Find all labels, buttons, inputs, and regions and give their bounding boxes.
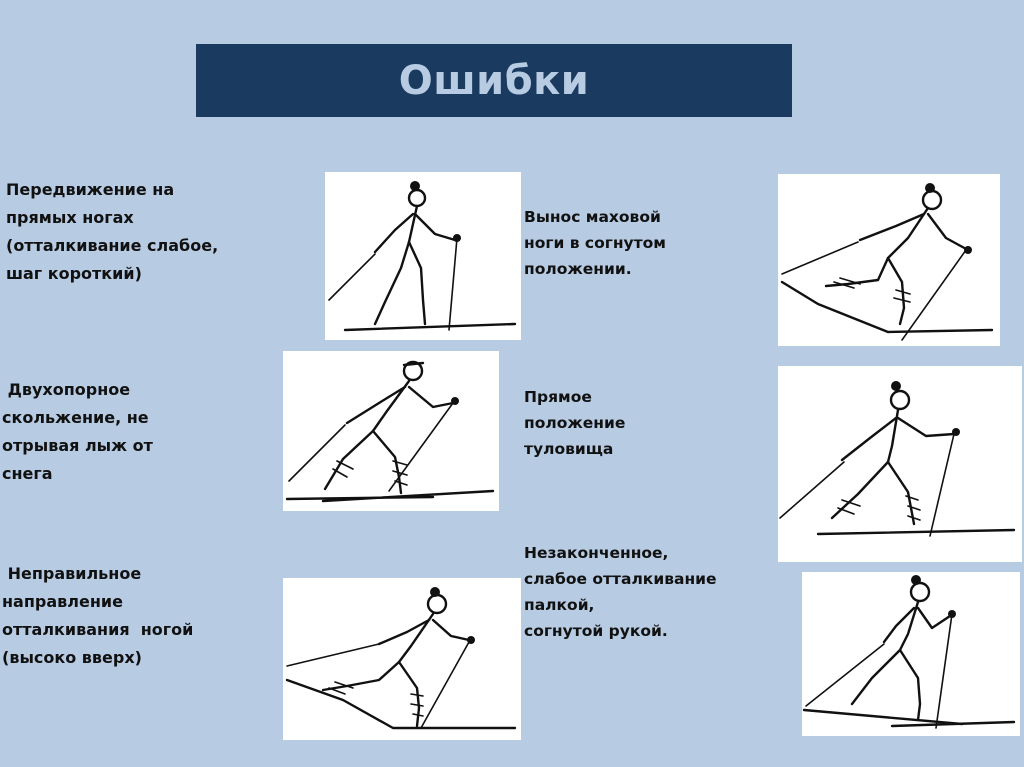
- error-caption-swing-leg: Вынос маховой ноги в согнутом положении.: [524, 208, 666, 278]
- title-banner: [196, 44, 792, 117]
- skier-straight-legs-icon: [325, 172, 521, 340]
- error-caption-push-direction: Неправильное направление отталкивания ногой (высоко вверх): [2, 564, 194, 667]
- skier-weak-pole-push-icon: [802, 572, 1020, 736]
- error-caption-upright-torso: Прямое положение туловища: [524, 388, 626, 458]
- skier-bent-swing-leg-icon: [778, 174, 1000, 346]
- skier-double-support-glide-icon: [283, 351, 499, 511]
- error-caption-weak-pole-push: Незаконченное, слабое отталкивание палкой, согнутой рукой.: [524, 544, 717, 640]
- error-caption-straight-legs: Передвижение на прямых ногах (отталкивание слабое, шаг короткий): [6, 180, 219, 283]
- error-caption-double-support: Двухопорное скольжение, не отрывая лыж от снега: [2, 380, 153, 483]
- skier-upright-torso-icon: [778, 366, 1022, 562]
- page-title: Ошибки: [398, 57, 590, 104]
- skier-high-push-icon: [283, 578, 521, 740]
